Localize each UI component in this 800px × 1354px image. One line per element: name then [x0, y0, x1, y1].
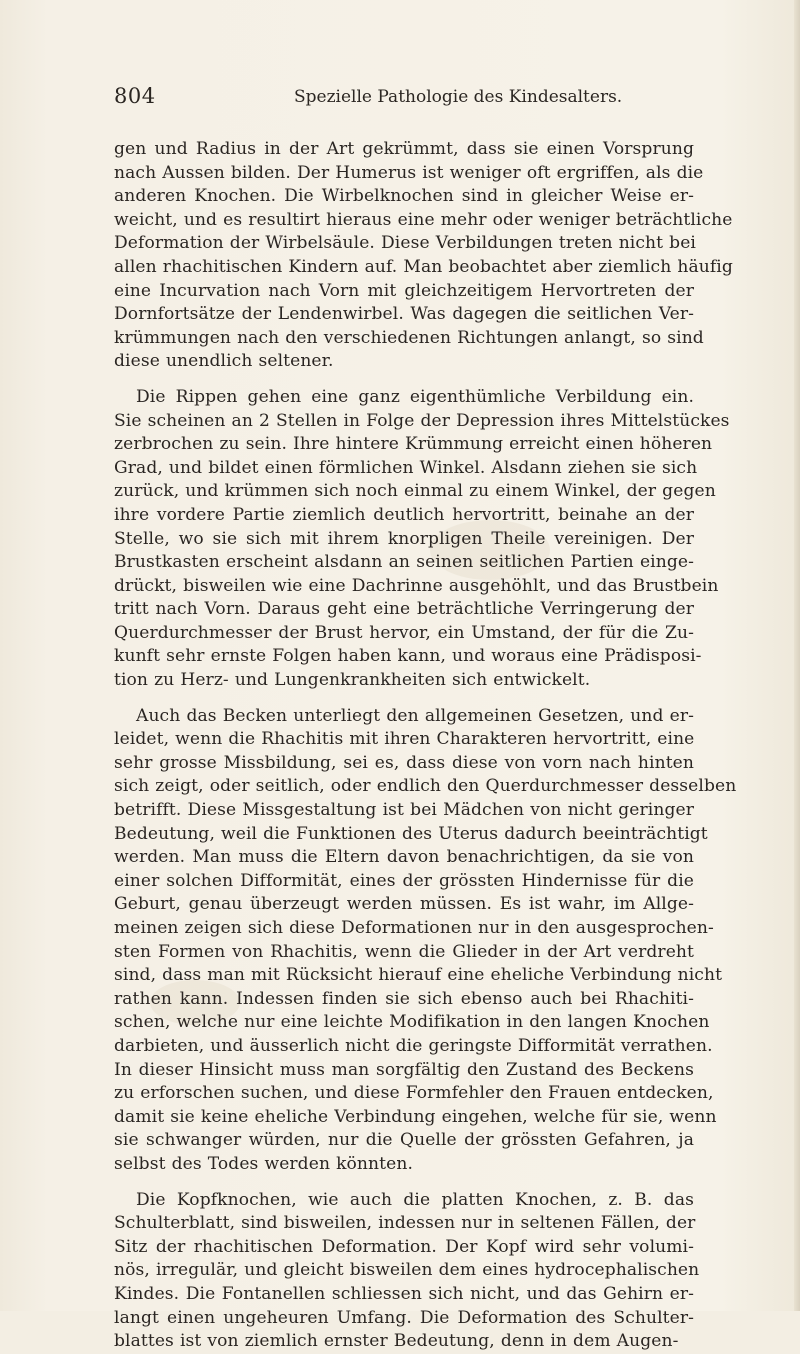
- text-line: blattes ist von ziemlich ernster Bedeutung, denn in dem Augen-: [114, 1331, 679, 1352]
- text-line: sich zeigt, oder seitlich, oder endlich den Querdurchmesser desselben: [114, 776, 737, 797]
- text-line: sind, dass man mit Rücksicht hierauf eine eheliche Verbindung nicht: [114, 965, 723, 986]
- text-line: Stelle, wo sie sich mit ihrem knorpligen Theile vereinigen. Der: [114, 528, 694, 549]
- page-edge: [794, 0, 800, 1311]
- text-line: diese unendlich seltener.: [114, 351, 334, 372]
- text-line: Sie scheinen an 2 Stellen in Folge der Depression ihres Mittelstückes: [114, 410, 730, 431]
- text-line: Sitz der rhachitischen Deformation. Der Kopf wird sehr volumi-: [114, 1236, 694, 1257]
- text-line: werden. Man muss die Eltern davon benachrichtigen, da sie von: [114, 847, 694, 868]
- text-line: Dornfortsätze der Lendenwirbel. Was dagegen die seitlichen Ver-: [114, 304, 694, 325]
- page-header: [114, 84, 694, 114]
- text-line: zerbrochen zu sein. Ihre hintere Krümmung erreicht einen höheren: [114, 434, 713, 455]
- text-line: nach Aussen bilden. Der Humerus ist weniger oft ergriffen, als die: [114, 162, 704, 183]
- text-line: Die Kopfknochen, wie auch die platten Knochen, z. B. das: [136, 1189, 694, 1210]
- text-line: tritt nach Vorn. Daraus geht eine beträchtliche Verringerung der: [114, 599, 694, 620]
- text-line: Bedeutung, weil die Funktionen des Uterus dadurch beeinträchtigt: [114, 823, 708, 844]
- text-line: einer solchen Difformität, eines der grössten Hindernisse für die: [114, 870, 694, 891]
- text-line: sie schwanger würden, nur die Quelle der grössten Gefahren, ja: [114, 1130, 694, 1151]
- text-line: rathen kann. Indessen finden sie sich ebenso auch bei Rhachiti-: [114, 988, 694, 1009]
- text-line: sehr grosse Missbildung, sei es, dass diese von vorn nach hinten: [114, 752, 694, 773]
- text-line: darbieten, und äusserlich nicht die geringste Difformität verrathen.: [114, 1035, 713, 1056]
- paragraph: [114, 138, 733, 374]
- paragraph: [114, 705, 737, 1177]
- text-line: Auch das Becken unterliegt den allgemeinen Gesetzen, und er-: [136, 705, 694, 726]
- text-line: Kindes. Die Fontanellen schliessen sich nicht, und das Gehirn er-: [114, 1283, 694, 1304]
- text-line: Deformation der Wirbelsäule. Diese Verbildungen treten nicht bei: [114, 233, 696, 254]
- paragraph-gap: [114, 693, 694, 705]
- text-line: gen und Radius in der Art gekrümmt, dass sie einen Vorsprung: [114, 139, 694, 159]
- text-line: Grad, und bildet einen förmlichen Winkel. Alsdann ziehen sie sich: [114, 457, 698, 478]
- text-line: kunft sehr ernste Folgen haben kann, und woraus eine Prädisposi-: [114, 646, 702, 667]
- text-line: zurück, und krümmen sich noch einmal zu einem Winkel, der gegen: [114, 481, 716, 502]
- text-line: tion zu Herz- und Lungenkrankheiten sich entwickelt.: [114, 670, 591, 691]
- text-line: nös, irregulär, und gleicht bisweilen dem eines hydrocephalischen: [114, 1260, 700, 1281]
- text-line: selbst des Todes werden könnten.: [114, 1153, 413, 1174]
- text-line: Querdurchmesser der Brust hervor, ein Umstand, der für die Zu-: [114, 622, 694, 643]
- paragraph: [114, 386, 730, 693]
- text-line: langt einen ungeheuren Umfang. Die Deformation des Schulter-: [114, 1307, 694, 1328]
- text-line: allen rhachitischen Kindern auf. Man beobachtet aber ziemlich häufig: [114, 256, 733, 277]
- text-line: weicht, und es resultirt hieraus eine mehr oder weniger beträchtliche: [114, 209, 733, 230]
- paragraph: [114, 1189, 700, 1354]
- text-line: eine Incurvation nach Vorn mit gleichzeitigem Hervortreten der: [114, 280, 694, 301]
- text-line: ihre vordere Partie ziemlich deutlich hervortritt, beinahe an der: [114, 504, 694, 525]
- text-line: anderen Knochen. Die Wirbelknochen sind in gleicher Weise er-: [114, 186, 694, 207]
- text-line: Die Rippen gehen eine ganz eigenthümliche Verbildung ein.: [136, 386, 694, 407]
- text-line: schen, welche nur eine leichte Modifikation in den langen Knochen: [114, 1012, 710, 1033]
- paragraph-gap: [114, 374, 694, 386]
- text-line: betrifft. Diese Missgestaltung ist bei Mädchen von nicht geringer: [114, 800, 694, 821]
- page-number: 804: [114, 84, 156, 108]
- text-line: leidet, wenn die Rhachitis mit ihren Charakteren hervortritt, eine: [114, 729, 695, 750]
- paragraph-gap: [114, 1177, 694, 1189]
- running-title: Spezielle Pathologie des Kindesalters.: [294, 87, 623, 107]
- text-line: Geburt, genau überzeugt werden müssen. Es ist wahr, im Allge-: [114, 894, 694, 915]
- text-line: damit sie keine eheliche Verbindung eingehen, welche für sie, wenn: [114, 1106, 717, 1127]
- text-line: krümmungen nach den verschiedenen Richtungen anlangt, so sind: [114, 327, 704, 348]
- text-line: Brustkasten erscheint alsdann an seinen seitlichen Partien einge-: [114, 552, 694, 573]
- text-line: meinen zeigen sich diese Deformationen nur in den ausgesprochen-: [114, 918, 714, 938]
- text-line: zu erforschen suchen, und diese Formfehler den Frauen entdecken,: [114, 1083, 714, 1104]
- text-line: drückt, bisweilen wie eine Dachrinne ausgehöhlt, und das Brustbein: [114, 575, 719, 596]
- text-line: In dieser Hinsicht muss man sorgfältig den Zustand des Beckens: [114, 1059, 694, 1080]
- text-line: Schulterblatt, sind bisweilen, indessen nur in seltenen Fällen, der: [114, 1213, 696, 1234]
- text-line: sten Formen von Rhachitis, wenn die Glieder in der Art verdreht: [114, 941, 694, 962]
- body-text: [114, 138, 737, 1354]
